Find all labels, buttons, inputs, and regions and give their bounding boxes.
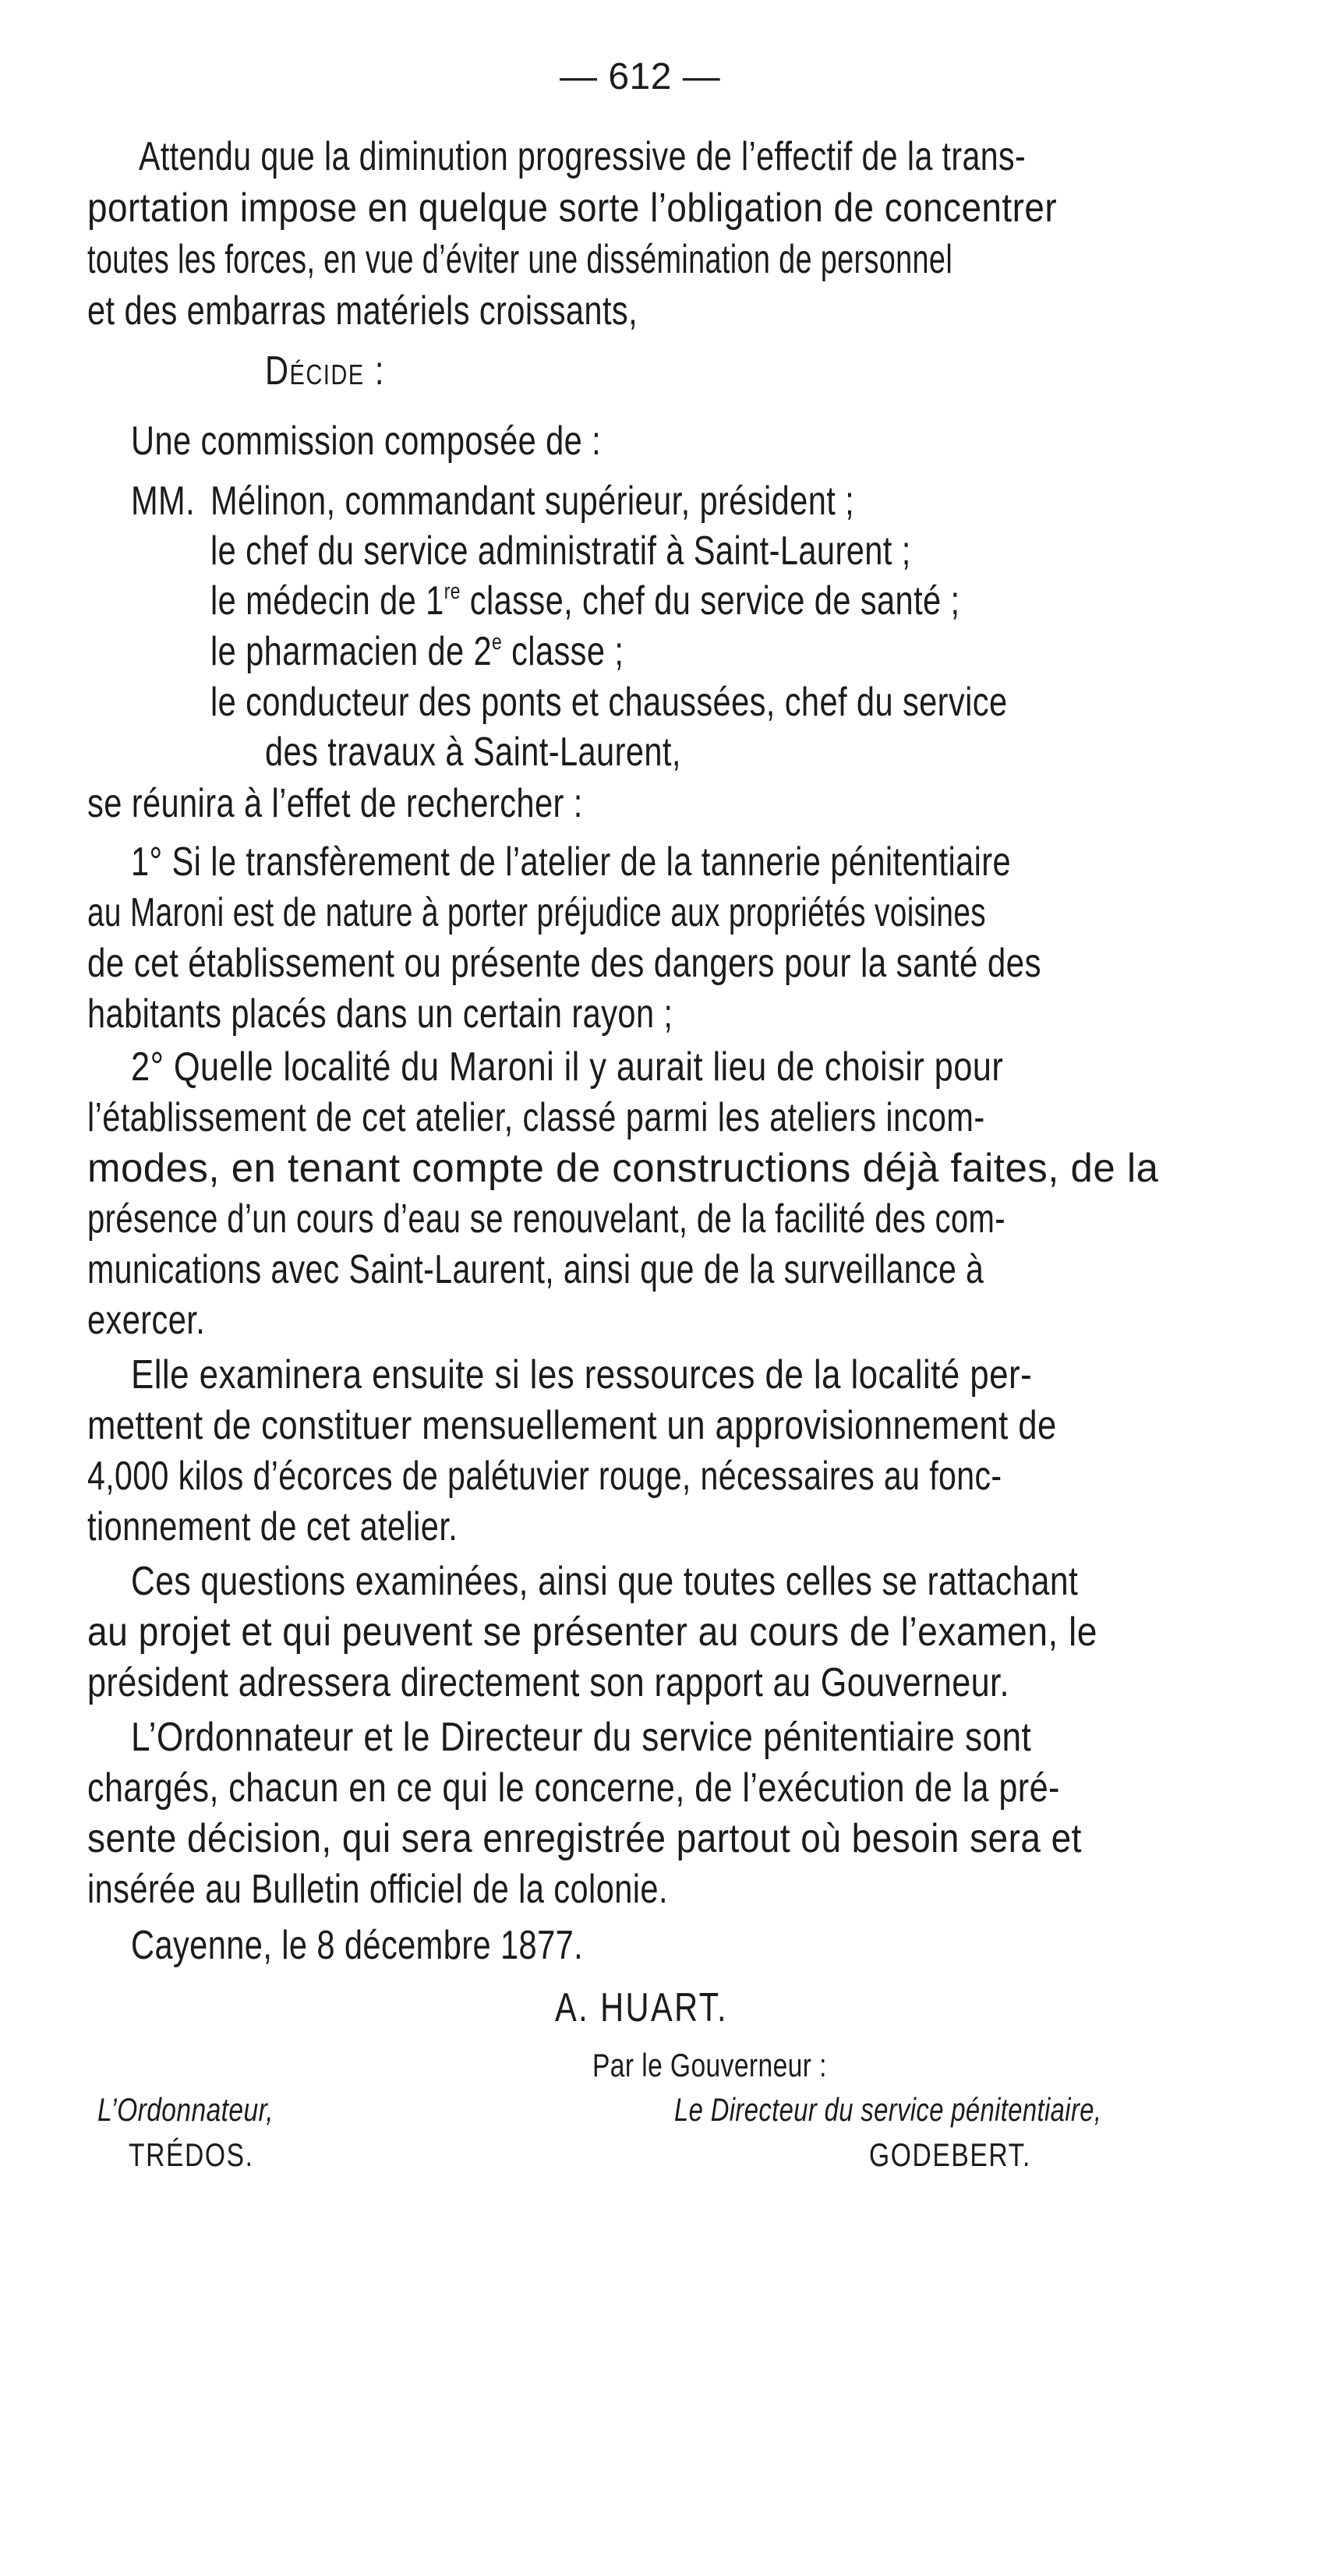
- q2-line-1: 2° Quelle localité du Maroni il y aurait lieu de choisir pour: [131, 1044, 1004, 1090]
- right-title: Le Directeur du service pénitentiaire,: [674, 2091, 1102, 2128]
- ordonnateur-line-3: sente décision, qui sera enregistrée partout où besoin sera et: [87, 1816, 1082, 1861]
- q1-line-3: de cet établissement ou présente des dangers pour la santé des: [87, 941, 1041, 986]
- reunira-line: se réunira à l’effet de rechercher :: [87, 781, 583, 826]
- questions-line-1: Ces questions examinées, ainsi que toutes celles se rattachant: [131, 1559, 1079, 1604]
- signatory: A. HUART.: [555, 1985, 728, 2030]
- q1-line-2: au Maroni est de nature à porter préjudice aux propriétés voisines: [87, 890, 986, 935]
- q2-line-2: l’établissement de cet atelier, classé parmi les ateliers incom-: [87, 1095, 985, 1140]
- right-name: GODEBERT.: [869, 2136, 1031, 2173]
- questions-line-2: au projet et qui peuvent se présenter au cours de l’examen, le: [87, 1610, 1097, 1655]
- ordonnateur-line-4: insérée au Bulletin officiel de la colonie.: [87, 1867, 668, 1912]
- q1-line-1: 1° Si le transfèrement de l’atelier de la tannerie pénitentiaire: [131, 839, 1012, 885]
- member-3: le médecin de 1re classe, chef du service de santé ;: [210, 578, 960, 624]
- p1-line-3: toutes les forces, en vue d’éviter une dissémination de personnel: [87, 237, 953, 282]
- q2-line-4: présence d’un cours d’eau se renouvelant, de la facilité des com-: [87, 1196, 1005, 1242]
- ordonnateur-line-1: L’Ordonnateur et le Directeur du service pénitentiaire sont: [131, 1715, 1032, 1760]
- q2-line-6: exercer.: [87, 1298, 206, 1343]
- examine-line-1: Elle examinera ensuite si les ressources de la localité per-: [131, 1352, 1033, 1398]
- place-date: Cayenne, le 8 décembre 1877.: [131, 1923, 584, 1968]
- ordonnateur-line-2: chargés, chacun en ce qui le concerne, de l’exécution de la pré-: [87, 1765, 1060, 1811]
- member-4: le pharmacien de 2e classe ;: [210, 629, 624, 674]
- p1-line-2: portation impose en quelque sorte l’obligation de concentrer: [87, 186, 1058, 231]
- left-name: TRÉDOS.: [129, 2136, 254, 2173]
- left-title: L’Ordonnateur,: [97, 2091, 274, 2128]
- members-mm: MM.: [131, 479, 196, 524]
- member-2: le chef du service administratif à Saint-Laurent ;: [210, 528, 911, 574]
- member-5-line-1: le conducteur des ponts et chaussées, chef du service: [210, 680, 1008, 725]
- par-le-gouverneur: Par le Gouverneur :: [592, 2047, 827, 2083]
- p1-line-4: et des embarras matériels croissants,: [87, 288, 638, 334]
- questions-line-3: président adressera directement son rapport au Gouverneur.: [87, 1660, 1009, 1705]
- decide-heading: Décide :: [265, 348, 385, 394]
- member-1: Mélinon, commandant supérieur, président ;: [210, 479, 855, 524]
- commission-intro: Une commission composée de :: [131, 419, 602, 464]
- examine-line-4: tionnement de cet atelier.: [87, 1504, 458, 1549]
- q1-line-4: habitants placés dans un certain rayon ;: [87, 991, 673, 1037]
- member-5-line-2: des travaux à Saint-Laurent,: [265, 730, 681, 775]
- q2-line-5: munications avec Saint-Laurent, ainsi que de la surveillance à: [87, 1247, 984, 1292]
- page-number: — 612 —: [560, 56, 721, 97]
- examine-line-3: 4,000 kilos d’écorces de palétuvier rouge, nécessaires au fonc-: [87, 1454, 1002, 1499]
- q2-line-3: modes, en tenant compte de constructions déjà faites, de la: [87, 1146, 1159, 1191]
- p1-line-1: Attendu que la diminution progressive de l’effectif de la trans-: [139, 134, 1027, 179]
- examine-line-2: mettent de constituer mensuellement un approvisionnement de: [87, 1403, 1057, 1448]
